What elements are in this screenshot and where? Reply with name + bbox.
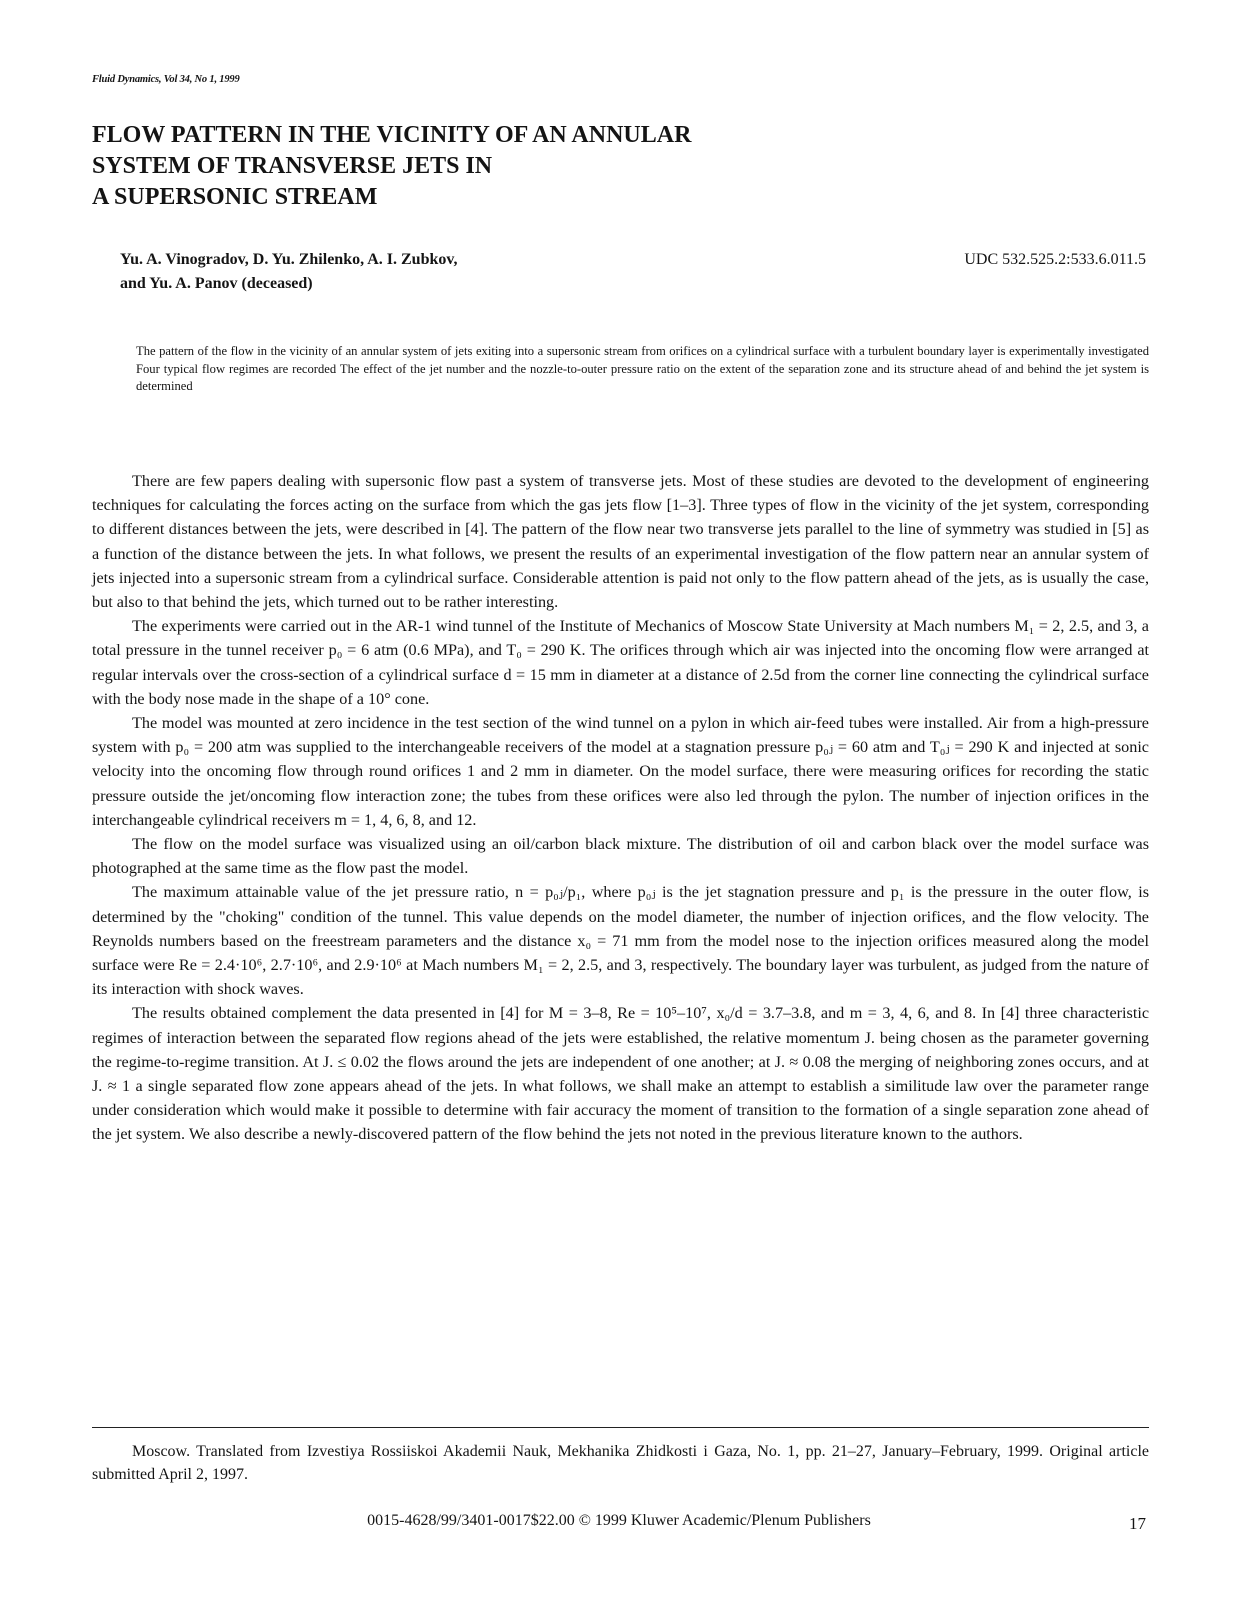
footnote-divider	[92, 1427, 1149, 1428]
body-paragraph: There are few papers dealing with supersonic flow past a system of transverse jets. Most of these studies are devoted to the development of engineering techniques for calculating the forces acting on the surface from which the gas jets flow [1–3]. Three types of flow in the vicinity of the jet system, corresponding to different distances between the jets, were described in [4]. The pattern of the flow near two transverse jets parallel to the line of symmetry was studied in [5] as a function of the distance between the jets. In what follows, we present the results of an experimental investigation of the flow pattern near an annular system of jets injected into a supersonic stream from a cylindrical surface. Considerable attention is paid not only to the flow pattern ahead of the jets, as is usually the case, but also to that behind the jets, which turned out to be rather interesting.	[92, 472, 1149, 612]
title-line: SYSTEM OF TRANSVERSE JETS IN	[92, 153, 493, 179]
paper-title	[92, 120, 892, 213]
footnote: Moscow. Translated from Izvestiya Rossiiskoi Akademii Nauk, Mekhanika Zhidkosti i Gaza, No. 1, pp. 21–27, January–February, 1999. Original article submitted April 2, 1997.	[92, 1443, 1149, 1483]
abstract: The pattern of the flow in the vicinity of an annular system of jets exiting into a supersonic stream from orifices on a cylindrical surface with a turbulent boundary layer is experimentally investigated Four typical flow regimes are recorded The effect of the jet number and the nozzle-to-outer pressure ratio on the extent of the separation zone and its structure ahead of and behind the jet system is determined	[136, 344, 1149, 393]
body-paragraph: The maximum attainable value of the jet pressure ratio, n = p₀ⱼ/p₁, where p₀ⱼ is the jet stagnation pressure and p₁ is the pressure in the outer flow, is determined by the "choking" condition of the tunnel. This value depends on the model diameter, the number of injection orifices, and the flow velocity. The Reynolds numbers based on the freestream parameters and the distance x₀ = 71 mm from the model nose to the injection orifices measured along the model surface were Re = 2.4·10⁶, 2.7·10⁶, and 2.9·10⁶ at Mach numbers M₁ = 2, 2.5, and 3, respectively. The boundary layer was turbulent, as judged from the nature of its interaction with shock waves.	[92, 883, 1149, 999]
udc-code: UDC 532.525.2:533.6.011.5	[964, 251, 1146, 268]
authors-line-2: and Yu. A. Panov (deceased)	[120, 275, 313, 292]
publisher-code: 0015-4628/99/3401-0017$22.00 © 1999 Kluwer Academic/Plenum Publishers	[367, 1512, 871, 1529]
body-paragraph: The results obtained complement the data presented in [4] for M = 3–8, Re = 10⁵–10⁷, x₀/d = 3.7–3.8, and m = 3, 4, 6, and 8. In [4] three characteristic regimes of interaction between the separated flow regions ahead of the jets were established, the relative momentum J. being chosen as the parameter governing the regime-to-regime transition. At J. ≤ 0.02 the flows around the jets are independent of one another; at J. ≈ 0.08 the merging of neighboring zones occurs, and at J. ≈ 1 a single separated flow zone appears ahead of the jets. In what follows, we shall make an attempt to establish a similitude law over the parameter range under consideration which would make it possible to determine with fair accuracy the moment of transition to the formation of a single separation zone ahead of the jet system. We also describe a newly-discovered pattern of the flow behind the jets not noted in the previous literature known to the authors.	[92, 1004, 1149, 1144]
title-line: FLOW PATTERN IN THE VICINITY OF AN ANNULAR	[92, 122, 692, 148]
body-paragraph: The experiments were carried out in the AR-1 wind tunnel of the Institute of Mechanics of Moscow State University at Mach numbers M₁ = 2, 2.5, and 3, a total pressure in the tunnel receiver p₀ = 6 atm (0.6 MPa), and T₀ = 290 K. The orifices through which air was injected into the oncoming flow were arranged at regular intervals over the cross-section of a cylindrical surface d = 15 mm in diameter at a distance of 2.5d from the corner line connecting the cylindrical surface with the body nose made in the shape of a 10° cone.	[92, 617, 1149, 708]
title-line: A SUPERSONIC STREAM	[92, 184, 378, 210]
author-list	[120, 248, 457, 296]
body-text	[92, 469, 1149, 1147]
authors-line-1: Yu. A. Vinogradov, D. Yu. Zhilenko, A. I. Zubkov,	[120, 251, 458, 268]
page-number: 17	[1129, 1514, 1146, 1533]
body-paragraph: The flow on the model surface was visualized using an oil/carbon black mixture. The distribution of oil and carbon black over the model surface was photographed at the same time as the flow past the model.	[92, 835, 1149, 878]
journal-citation: Fluid Dynamics, Vol 34, No 1, 1999	[92, 74, 240, 85]
body-paragraph: The model was mounted at zero incidence in the test section of the wind tunnel on a pylon in which air-feed tubes were installed. Air from a high-pressure system with p₀ = 200 atm was supplied to the interchangeable receivers of the model at a stagnation pressure p₀ⱼ = 60 atm and T₀ⱼ = 290 K and injected at sonic velocity into the oncoming flow through round orifices 1 and 2 mm in diameter. On the model surface, there were measuring orifices for recording the static pressure outside the jet/oncoming flow interaction zone; the tubes from these orifices were also led through the pylon. The number of injection orifices in the interchangeable cylindrical receivers m = 1, 4, 6, 8, and 12.	[92, 714, 1149, 829]
